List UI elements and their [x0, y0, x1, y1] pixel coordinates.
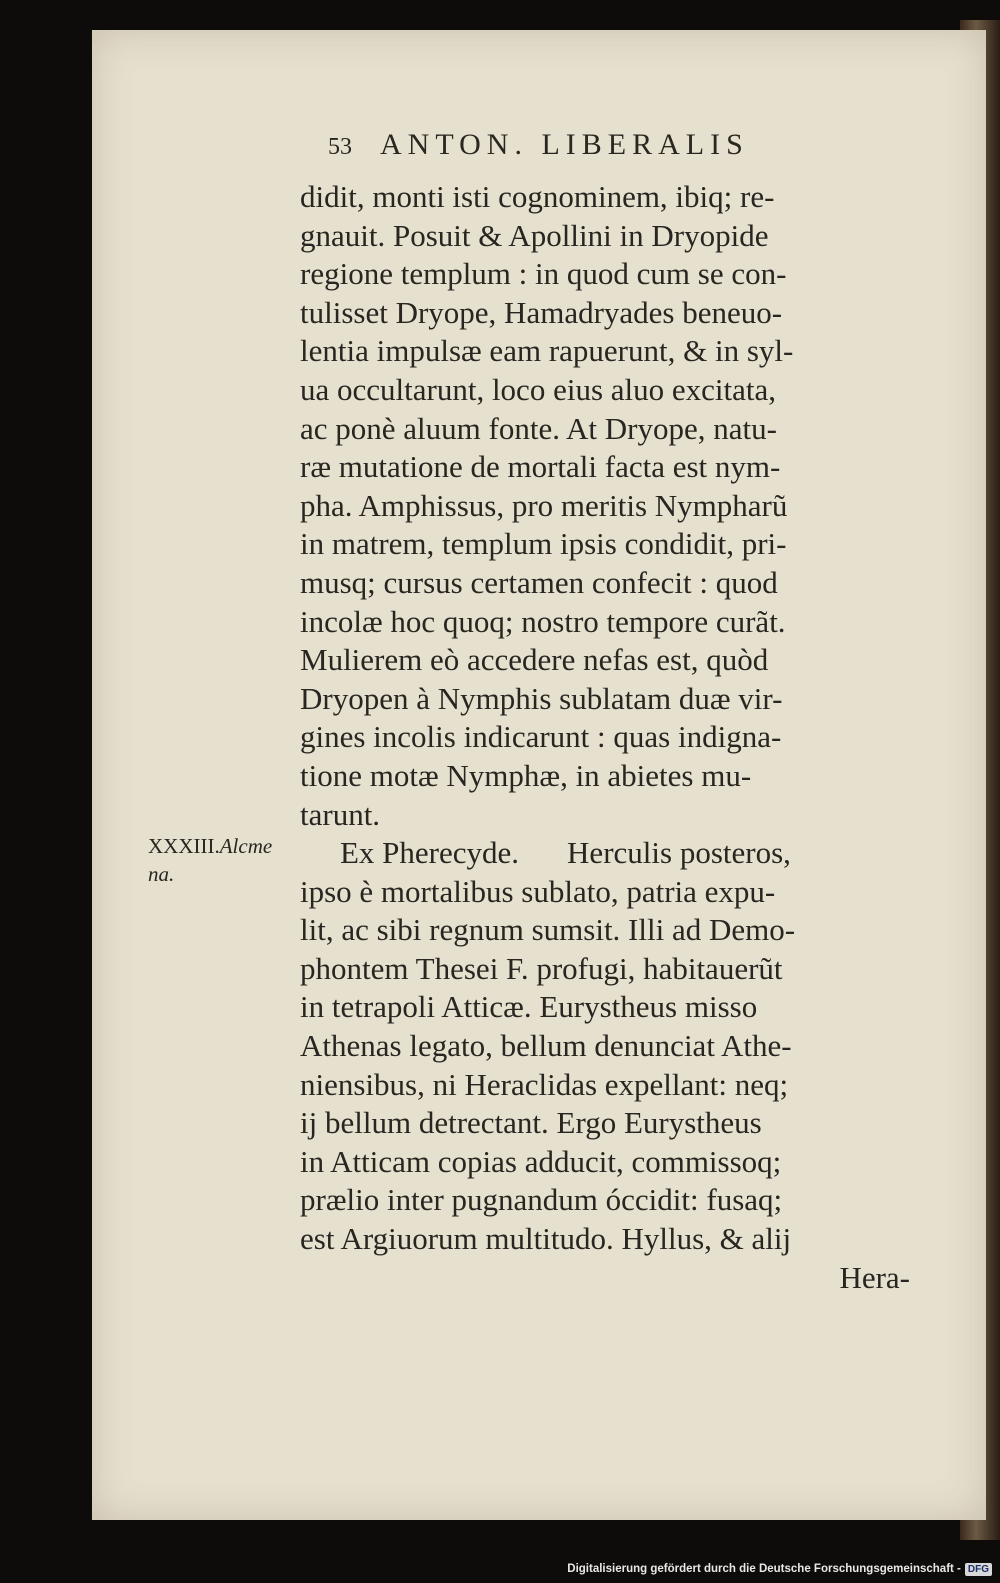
text-line: est Argiuorum multitudo. Hyllus, & alij — [300, 1221, 792, 1257]
text-line: lit, ac sibi regnum sumsit. Illi ad Demo- — [300, 912, 796, 948]
running-title: ANTON. LIBERALIS — [380, 128, 749, 161]
text-line: in Atticam copias adducit, commissoq; — [300, 1143, 782, 1179]
text-line: Athenas legato, bellum denunciat Athe- — [300, 1028, 792, 1064]
text-line: tarunt. — [300, 796, 381, 832]
text-line: gnauit. Posuit & Apollini in Dryopide — [300, 217, 769, 253]
text-line: ipso è mortalibus sublato, patria expu- — [300, 873, 776, 909]
section-first-line — [300, 834, 910, 873]
text-line: tione motæ Nymphæ, in abietes mu- — [300, 757, 752, 793]
body-text — [300, 178, 910, 1297]
text-line: Mulierem eò accedere nefas est, quòd — [300, 642, 769, 678]
catchword: Hera- — [839, 1259, 910, 1295]
text-line: tulisset Dryope, Hamadryades beneuo- — [300, 294, 783, 330]
text-line: prælio inter pugnandum óccidit: fusaq; — [300, 1182, 783, 1218]
section-source: Ex Pherecyde. — [340, 835, 520, 871]
text-line: phontem Thesei F. profugi, habitauerũt — [300, 950, 783, 986]
text-line: regione templum : in quod cum se con- — [300, 256, 787, 292]
margin-label: Alcme — [219, 834, 273, 858]
margin-label-continued: na. — [148, 862, 175, 886]
text-line: ij bellum detrectant. Ergo Eurystheus — [300, 1105, 762, 1141]
text-line: Dryopen à Nymphis sublatam duæ vir- — [300, 680, 783, 716]
text-line: ræ mutatione de mortali facta est nym- — [300, 449, 781, 485]
margin-numeral: XXXIII. — [148, 834, 220, 858]
text-line: in matrem, templum ipsis condidit, pri- — [300, 526, 787, 562]
credit-text: Digitalisierung gefördert durch die Deutsche Forschungsgemeinschaft - — [567, 1563, 961, 1575]
text-line: ac ponè aluum fonte. At Dryope, natu- — [300, 410, 777, 446]
digitization-credit — [567, 1559, 992, 1579]
running-header — [328, 128, 858, 168]
dfg-logo: DFG — [965, 1563, 992, 1576]
section-first-line-text: Herculis posteros, — [567, 835, 791, 871]
text-line: incolæ hoc quoq; nostro tempore curãt. — [300, 603, 786, 639]
text-line: gines incolis indicarunt : quas indigna- — [300, 719, 782, 755]
text-line: in tetrapoli Atticæ. Eurystheus misso — [300, 989, 758, 1025]
text-line: didit, monti isti cognominem, ibiq; re- — [300, 179, 775, 214]
text-line: pha. Amphissus, pro meritis Nympharũ — [300, 487, 788, 523]
page-number: 53 — [328, 134, 352, 160]
margin-note — [148, 832, 296, 888]
text-line: ua occultarunt, loco eius aluo excitata, — [300, 371, 777, 407]
text-line: lentia impulsæ eam rapuerunt, & in syl- — [300, 333, 794, 369]
text-line: musq; cursus certamen confecit : quod — [300, 564, 778, 600]
text-line: niensibus, ni Heraclidas expellant: neq; — [300, 1066, 789, 1102]
